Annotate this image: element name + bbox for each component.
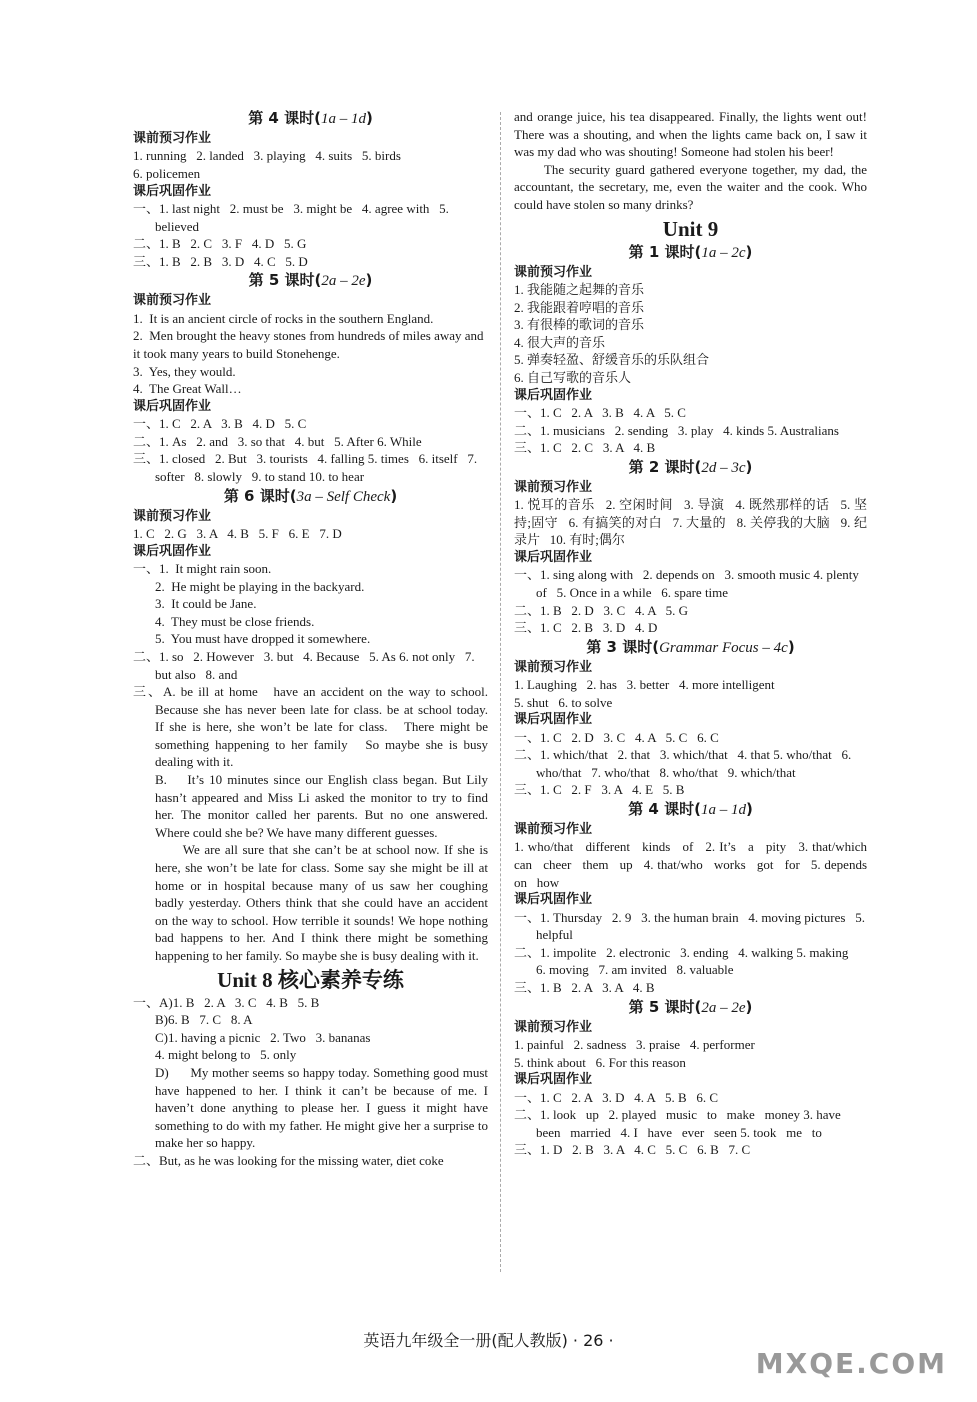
answer-line: 1. 悦耳的音乐 2. 空闲时间 3. 导演 4. 既然那样的话 5. 坚持;固守 6. 有搞笑的对白 7. 大量的 8. 关停我的大脑 9. 纪录片 10. 有时;偶尔	[514, 497, 867, 548]
section-heading: 课前预习作业	[133, 508, 212, 524]
lesson-heading	[514, 800, 867, 819]
answer-line: 一、1. C 2. A 3. B 4. D 5. C	[133, 416, 307, 432]
answer-line: 二、1. As 2. and 3. so that 4. but 5. After 6. While	[133, 433, 422, 449]
lesson-range: Grammar Focus – 4c	[659, 639, 788, 656]
section-heading: 课后巩固作业	[514, 712, 593, 728]
answer-line: 二、1. which/that 2. that 3. which/that 4. that 5. who/that 6. who/that 7. who/that 8. who/that 9. which/that	[514, 747, 855, 780]
lesson-heading	[133, 487, 488, 506]
lesson-paren: )	[745, 457, 753, 476]
answer-line: 2. Men brought the heavy stones from hundreds of miles away and it took many years to build Stonehenge.	[133, 328, 487, 361]
watermark-logo: MXQE.COM	[755, 1347, 947, 1380]
lesson-range: 3a – Self Check	[296, 488, 391, 505]
answer-line: 1. who/that different kinds of 2. It’s a pity 3. that/which can cheer them up 4. that/who works got for 5. depends on how	[514, 839, 877, 890]
answer-line: 二、But, as he was looking for the missing water, diet coke	[133, 1152, 444, 1168]
answer-line: 5. You must have dropped it somewhere.	[155, 631, 371, 647]
section-heading: 课后巩固作业	[514, 549, 593, 565]
lesson-title: 第 5 课时(	[628, 997, 702, 1016]
lesson-range: 2d – 3c	[701, 459, 746, 476]
lesson-paren: )	[745, 800, 753, 819]
answer-line: 6. 自己写歌的音乐人	[514, 369, 632, 385]
answer-line: We are all sure that she can’t be at school now. If she is here, she won’t be late for class. Some say she might be ill at home or in hospital because many of us saw her coughing badly yesterday. Others think that she could have an accident on the way to school. How terrible it sounds! We hope nothing bad happens to her. And I think there might be something happening to her family. So maybe she is busy dealing with it.	[155, 842, 492, 963]
answer-line: 二、1. B 2. C 3. F 4. D 5. G	[133, 236, 307, 252]
lesson-heading	[514, 458, 867, 477]
answer-line: 三、1. C 2. C 3. A 4. B	[514, 440, 656, 456]
section-heading: 课前预习作业	[133, 131, 212, 146]
answer-line: 1. 我能随之起舞的音乐	[514, 281, 645, 297]
lesson-paren: )	[390, 486, 398, 505]
answer-line: 二、1. look up 2. played music to make money 3. have been married 4. I have ever seen 5. took me to	[514, 1107, 851, 1140]
answer-line: 1. painful 2. sadness 3. praise 4. performer	[514, 1037, 755, 1053]
answer-line: 一、A)1. B 2. A 3. C 4. B 5. B	[133, 994, 320, 1010]
answer-line: 三、1. B 2. A 3. A 4. B	[514, 980, 655, 996]
section-heading: 课后巩固作业	[133, 398, 212, 414]
lesson-heading	[133, 109, 488, 128]
answer-line: 4. The Great Wall…	[133, 381, 242, 397]
page-footer: 英语九年级全一册(配人教版) · 26 ·	[363, 1331, 614, 1350]
lesson-title: 第 4 课时(	[628, 800, 701, 819]
section-heading: 课前预习作业	[133, 293, 212, 309]
answer-line: 一、1. sing along with 2. depends on 3. smooth music 4. plenty of 5. Once in a while 6. spare time	[514, 567, 863, 600]
lesson-heading	[514, 638, 867, 657]
answer-line: and orange juice, his tea disappeared. Finally, the lights went out! There was a shouting, and when the lights came back on, I saw it was my dad who was shouting! Someone had stolen his beer!	[514, 109, 871, 160]
answer-line: 一、1. Thursday 2. 9 3. the human brain 4. moving pictures 5. helpful	[514, 909, 869, 943]
section-heading: 课后巩固作业	[133, 183, 212, 199]
answer-line: 三、A. be ill at home have an accident on the way to school. Because she has never been late for class. be at school today. If she is here, she won’t be late for class. There might be something happening to her family So maybe she is busy dealing with it.	[133, 684, 498, 770]
answer-line: 三、1. D 2. B 3. A 4. C 5. C 6. B 7. C	[514, 1142, 751, 1158]
lesson-title: 第 5 课时(	[248, 271, 322, 290]
unit-title: Unit 9	[662, 216, 719, 241]
answer-line: 1. It is an ancient circle of rocks in the southern England.	[133, 310, 434, 326]
answer-line: C)1. having a picnic 2. Two 3. bananas	[155, 1029, 371, 1045]
answer-line: 三、1. C 2. B 3. D 4. D	[514, 620, 658, 636]
section-heading: 课前预习作业	[514, 1019, 593, 1035]
answer-line: 一、1. It might rain soon.	[133, 560, 272, 576]
lesson-paren: )	[365, 109, 373, 127]
answer-line: 一、1. C 2. A 3. D 4. A 5. B 6. C	[514, 1089, 719, 1105]
answer-line: The security guard gathered everyone together, my dad, the accountant, the secretary, me, even the waiter and the cook. Who could have stolen so many drinks?	[514, 161, 871, 212]
answer-line: 4. They must be close friends.	[155, 613, 315, 629]
section-heading: 课前预习作业	[514, 479, 593, 495]
section-heading: 课前预习作业	[514, 659, 593, 675]
section-heading: 课前预习作业	[514, 264, 593, 280]
section-heading: 课后巩固作业	[514, 1072, 593, 1088]
answer-line: 5. 弹奏轻盈、舒缓音乐的乐队组合	[514, 352, 710, 368]
answer-line: 1. C 2. G 3. A 4. B 5. F 6. E 7. D	[133, 525, 342, 541]
answer-line: 二、1. so 2. However 3. but 4. Because 5. As 6. not only 7. but also 8. and	[133, 648, 478, 682]
column-divider	[500, 112, 501, 1272]
answer-line: 5. think about 6. For this reason	[514, 1054, 686, 1070]
section-heading: 课后巩固作业	[514, 387, 593, 403]
section-heading: 课后巩固作业	[133, 543, 212, 559]
lesson-range: 1a – 2c	[701, 244, 746, 261]
answer-line: 4. might belong to 5. only	[155, 1047, 297, 1063]
lesson-title: 第 3 课时(	[586, 637, 660, 656]
answer-line: 二、1. musicians 2. sending 3. play 4. kinds 5. Australians	[514, 422, 839, 438]
lesson-paren: )	[745, 242, 753, 261]
lesson-title: 第 6 课时(	[223, 486, 297, 505]
left-column	[133, 108, 498, 1170]
lesson-range: 1a – 1d	[700, 802, 746, 819]
answer-line: 3. Yes, they would.	[133, 363, 236, 379]
answer-line: 三、1. C 2. F 3. A 4. E 5. B	[514, 782, 685, 798]
answer-line: 1. running 2. landed 3. playing 4. suits 5. birds	[133, 148, 401, 164]
answer-line: 6. policemen	[133, 166, 201, 181]
lesson-title: 第 2 课时(	[628, 457, 702, 476]
answer-line: 4. 很大声的音乐	[514, 334, 606, 350]
answer-line: 一、1. last night 2. must be 3. might be 4. agree with 5. believed	[133, 201, 453, 234]
lesson-heading	[514, 998, 867, 1017]
lesson-paren: )	[787, 637, 795, 656]
lesson-range: 2a – 2e	[321, 273, 366, 290]
answer-line: 三、1. closed 2. But 3. tourists 4. falling 5. times 6. itself 7. softer 8. slowly 9. to stand 10. to hear	[133, 451, 481, 484]
answer-line: 3. 有很棒的歌词的音乐	[514, 317, 645, 333]
answer-line: 2. 我能跟着哼唱的音乐	[514, 299, 645, 315]
lesson-paren: )	[745, 997, 753, 1016]
answer-line: 1. Laughing 2. has 3. better 4. more intelligent	[514, 677, 775, 693]
lesson-heading	[133, 271, 488, 290]
answer-line: B)6. B 7. C 8. A	[155, 1012, 253, 1028]
unit-title: Unit 8 核心素养专练	[217, 967, 404, 992]
answer-line: 二、1. B 2. D 3. C 4. A 5. G	[514, 602, 689, 618]
answer-line: 二、1. impolite 2. electronic 3. ending 4. walking 5. making 6. moving 7. am invited 8. valuable	[514, 944, 859, 978]
answer-line: 一、1. C 2. D 3. C 4. A 5. C 6. C	[514, 729, 719, 745]
lesson-range: 2a – 2e	[701, 999, 746, 1016]
lesson-paren: )	[365, 271, 373, 290]
lesson-heading	[514, 243, 867, 262]
right-column	[514, 108, 877, 1159]
lesson-title: 第 1 课时(	[628, 242, 702, 261]
section-heading: 课前预习作业	[514, 822, 593, 838]
answer-line: 一、1. C 2. A 3. B 4. A 5. C	[514, 404, 686, 420]
answer-line: 三、1. B 2. B 3. D 4. C 5. D	[133, 253, 308, 269]
answer-line: 2. He might be playing in the backyard.	[155, 578, 365, 594]
section-heading: 课后巩固作业	[514, 892, 593, 908]
lesson-range: 1a – 1d	[320, 111, 366, 127]
answer-line: D) My mother seems so happy today. Something good must have happened to her. I think it can’t be because of me. I haven’t done anything to please her. I guess it might have something to do with my father. He might give her a surprise to make her so happy.	[155, 1064, 492, 1151]
answer-line: B. It’s 10 minutes since our English class began. But Lily hasn’t appeared and Miss Li asked the monitor to try to find her. The monitor called her parents. But no one answered. Where could she be? We have many different guesses.	[155, 772, 492, 840]
answer-line: 5. shut 6. to solve	[514, 694, 613, 710]
lesson-title: 第 4 课时(	[248, 109, 321, 127]
answer-line: 3. It could be Jane.	[155, 596, 257, 612]
